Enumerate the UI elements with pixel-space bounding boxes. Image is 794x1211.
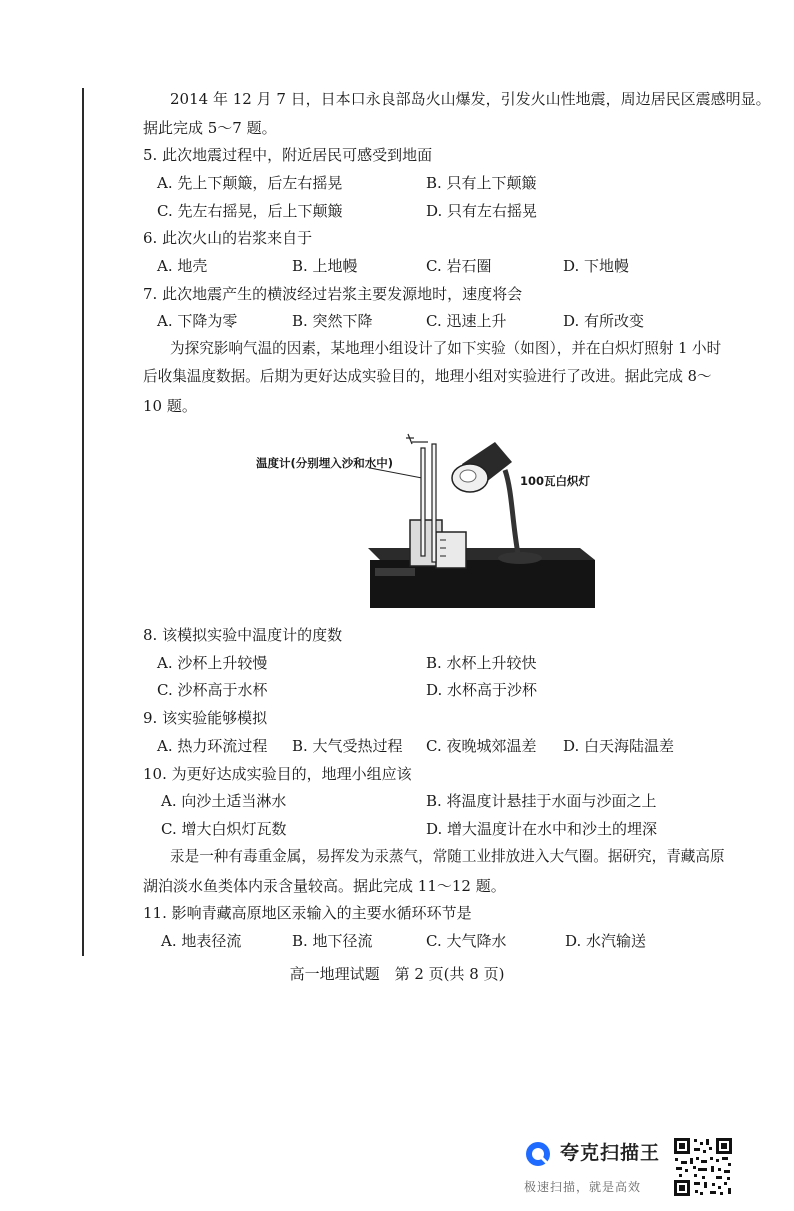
quark-logo-icon bbox=[524, 1140, 552, 1168]
question-9-option-b[interactable]: B. 大气受热过程 bbox=[292, 737, 403, 755]
question-8-stem: 8. 该模拟实验中温度计的度数 bbox=[143, 626, 343, 644]
question-11-stem: 11. 影响青藏高原地区汞输入的主要水循环环节是 bbox=[143, 904, 472, 922]
intro-8-10-line1: 为探究影响气温的因素，某地理小组设计了如下实验（如图），并在白炽灯照射 1 小时 bbox=[170, 340, 722, 357]
question-5-option-b[interactable]: B. 只有上下颠簸 bbox=[426, 174, 537, 192]
brand-slogan: 极速扫描，就是高效 bbox=[524, 1180, 642, 1194]
question-9-option-d[interactable]: D. 白天海陆温差 bbox=[563, 737, 675, 755]
intro-8-10-line2: 后收集温度数据。后期为更好达成实验目的，地理小组对实验进行了改进。据此完成 8～ bbox=[143, 368, 712, 385]
question-11-option-c[interactable]: C. 大气降水 bbox=[426, 932, 507, 950]
experiment-figure bbox=[250, 420, 620, 610]
question-5-option-a[interactable]: A. 先上下颠簸，后左右摇晃 bbox=[157, 174, 343, 192]
page-footer: 高一地理试题 第 2 页(共 8 页) bbox=[289, 965, 505, 983]
question-6-option-a[interactable]: A. 地壳 bbox=[157, 257, 208, 275]
question-9-stem: 9. 该实验能够模拟 bbox=[143, 709, 268, 727]
question-7-stem: 7. 此次地震产生的横波经过岩浆主要发源地时，速度将会 bbox=[143, 285, 523, 303]
intro-8-10-line3: 10 题。 bbox=[143, 397, 197, 415]
question-10-stem: 10. 为更好达成实验目的，地理小组应该 bbox=[143, 765, 412, 783]
question-7-option-b[interactable]: B. 突然下降 bbox=[292, 312, 373, 330]
intro-5-7-line2: 据此完成 5～7 题。 bbox=[143, 119, 277, 137]
question-10-option-a[interactable]: A. 向沙土适当淋水 bbox=[161, 792, 287, 810]
question-8-option-a[interactable]: A. 沙杯上升较慢 bbox=[157, 654, 268, 672]
question-6-option-b[interactable]: B. 上地幔 bbox=[292, 257, 358, 275]
question-7-option-d[interactable]: D. 有所改变 bbox=[563, 312, 645, 330]
scanner-brand bbox=[524, 1136, 664, 1206]
question-6-option-c[interactable]: C. 岩石圈 bbox=[426, 257, 492, 275]
qr-code[interactable] bbox=[672, 1136, 734, 1198]
question-7-option-a[interactable]: A. 下降为零 bbox=[157, 312, 238, 330]
question-8-option-c[interactable]: C. 沙杯高于水杯 bbox=[157, 681, 268, 699]
question-11-option-a[interactable]: A. 地表径流 bbox=[161, 932, 242, 950]
question-10-option-c[interactable]: C. 增大白炽灯瓦数 bbox=[161, 820, 287, 838]
intro-5-7-line1: 2014 年 12 月 7 日，日本口永良部岛火山爆发，引发火山性地震，周边居民区震感明显。 bbox=[170, 90, 771, 108]
question-8-option-b[interactable]: B. 水杯上升较快 bbox=[426, 654, 537, 672]
lamp-label: 100瓦白炽灯 bbox=[520, 474, 591, 488]
question-11-option-d[interactable]: D. 水汽输送 bbox=[565, 932, 647, 950]
intro-11-12-line1: 汞是一种有毒重金属，易挥发为汞蒸气，常随工业排放进入大气圈。据研究，青藏高原 bbox=[170, 848, 725, 865]
question-7-option-c[interactable]: C. 迅速上升 bbox=[426, 312, 507, 330]
question-10-option-b[interactable]: B. 将温度计悬挂于水面与沙面之上 bbox=[426, 792, 657, 810]
question-5-stem: 5. 此次地震过程中，附近居民可感受到地面 bbox=[143, 146, 433, 164]
question-5-option-d[interactable]: D. 只有左右摇晃 bbox=[426, 202, 538, 220]
question-5-option-c[interactable]: C. 先左右摇晃，后上下颠簸 bbox=[157, 202, 343, 220]
question-8-option-d[interactable]: D. 水杯高于沙杯 bbox=[426, 681, 538, 699]
question-10-option-d[interactable]: D. 增大温度计在水中和沙土的埋深 bbox=[426, 820, 658, 838]
question-11-option-b[interactable]: B. 地下径流 bbox=[292, 932, 373, 950]
question-9-option-c[interactable]: C. 夜晚城郊温差 bbox=[426, 737, 537, 755]
intro-11-12-line2: 湖泊淡水鱼类体内汞含量较高。据此完成 11～12 题。 bbox=[143, 877, 506, 895]
brand-name: 夸克扫描王 bbox=[560, 1142, 661, 1164]
binding-margin-line bbox=[82, 88, 84, 956]
question-6-option-d[interactable]: D. 下地幔 bbox=[563, 257, 630, 275]
question-6-stem: 6. 此次火山的岩浆来自于 bbox=[143, 229, 313, 247]
thermometer-label: 温度计(分别埋入沙和水中) bbox=[256, 456, 394, 470]
experiment-illustration bbox=[250, 420, 620, 610]
question-9-option-a[interactable]: A. 热力环流过程 bbox=[157, 737, 268, 755]
